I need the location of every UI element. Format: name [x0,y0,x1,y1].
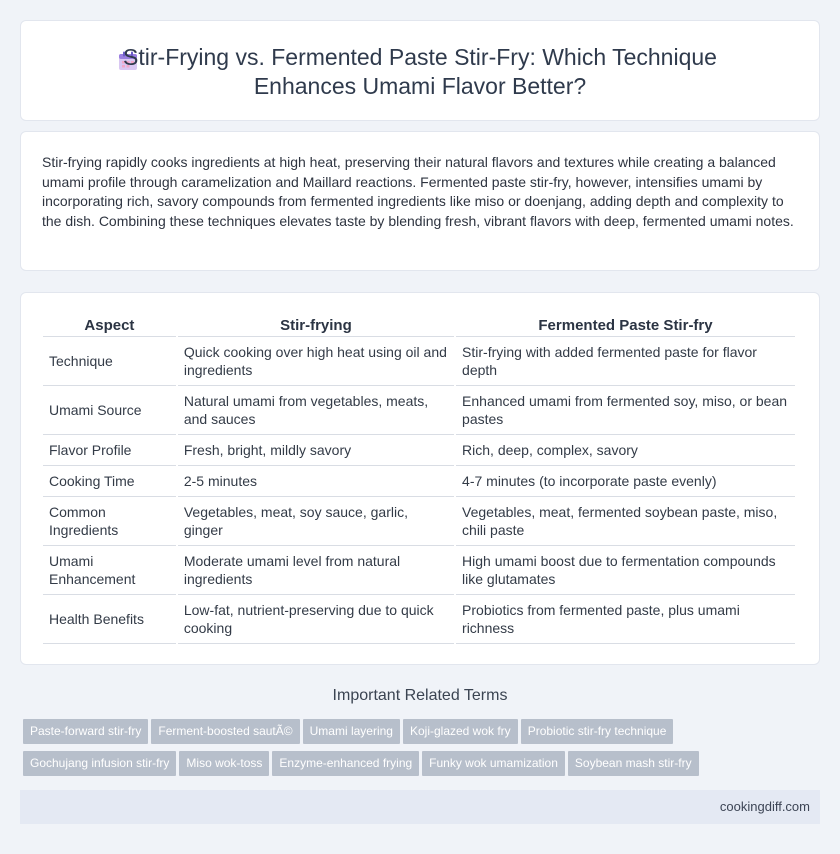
row-fermented-paste: Rich, deep, complex, savory [456,435,795,466]
row-stir-frying: Moderate umami level from natural ingredients [178,546,454,595]
row-stir-frying: Fresh, bright, mildly savory [178,435,454,466]
tag-link[interactable]: Gochujang infusion stir-fry [23,751,176,776]
page-title [123,43,717,101]
row-stir-frying: Vegetables, meat, soy sauce, garlic, ginger [178,497,454,546]
header-stir-frying: Stir-frying [178,313,454,337]
page-title-line2: Enhances Umami Flavor Better? [253,73,587,99]
tag-link[interactable]: Enzyme-enhanced frying [272,751,419,776]
row-aspect: Cooking Time [43,466,176,497]
page-title-line1: Stir-Frying vs. Fermented Paste Stir-Fry: Which Technique [123,44,717,70]
row-aspect: Common Ingredients [43,497,176,546]
table-row [43,497,795,546]
tag-link[interactable]: Umami layering [303,719,400,744]
row-fermented-paste: 4-7 minutes (to incorporate paste evenly) [456,466,795,497]
row-fermented-paste: High umami boost due to fermentation compounds like glutamates [456,546,795,595]
tag-link[interactable]: Soybean mash stir-fry [568,751,699,776]
row-fermented-paste: Stir-frying with added fermented paste for flavor depth [456,337,795,386]
table-header-row [43,313,795,337]
table-row [43,595,795,644]
row-fermented-paste: Enhanced umami from fermented soy, miso, or bean pastes [456,386,795,435]
row-stir-frying: 2-5 minutes [178,466,454,497]
table-row [43,546,795,595]
row-aspect: Technique [43,337,176,386]
tag-link[interactable]: Ferment-boosted sautÃ© [151,719,299,744]
related-terms-tags [23,719,823,783]
table-row [43,435,795,466]
title-card [20,20,820,121]
row-stir-frying: Low-fat, nutrient-preserving due to quick cooking [178,595,454,644]
table-row [43,466,795,497]
comparison-table [41,313,797,644]
row-aspect: Flavor Profile [43,435,176,466]
tag-link[interactable]: Probiotic stir-fry technique [521,719,674,744]
row-stir-frying: Quick cooking over high heat using oil and ingredients [178,337,454,386]
header-fermented-paste: Fermented Paste Stir-fry [456,313,795,337]
table-row [43,386,795,435]
tag-link[interactable]: Koji-glazed wok fry [403,719,518,744]
row-aspect: Health Benefits [43,595,176,644]
row-aspect: Umami Enhancement [43,546,176,595]
row-aspect: Umami Source [43,386,176,435]
intro-paragraph: Stir-frying rapidly cooks ingredients at high heat, preserving their natural flavors and textures while creating a balanced umami profile through caramelization and Maillard reactions. Fermented paste stir-fry, however, intensifies umami by incorporating rich, savory compounds from fermented ingredients like miso or doenjang, adding depth and complexity to the dish. Combining these techniques elevates taste by blending fresh, vibrant flavors with deep, fermented umami notes. [42,154,794,229]
table-row [43,337,795,386]
row-fermented-paste: Probiotics from fermented paste, plus umami richness [456,595,795,644]
related-terms-title: Important Related Terms [332,687,508,704]
tag-link[interactable]: Funky wok umamization [422,751,565,776]
row-fermented-paste: Vegetables, meat, fermented soybean paste, miso, chili paste [456,497,795,546]
row-stir-frying: Natural umami from vegetables, meats, and sauces [178,386,454,435]
intro-card [20,131,820,271]
tag-link[interactable]: Miso wok-toss [179,751,269,776]
footer [20,790,820,824]
comparison-card [20,292,820,665]
footer-site-link[interactable]: cookingdiff.com [719,799,810,814]
tag-link[interactable]: Paste-forward stir-fry [23,719,148,744]
header-aspect: Aspect [43,313,176,337]
